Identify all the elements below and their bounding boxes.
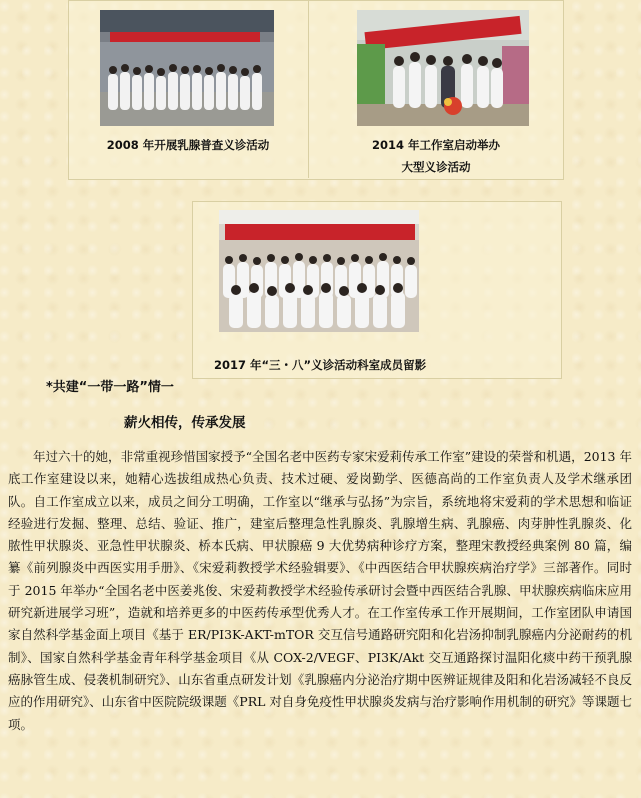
clinic-photo-image	[357, 10, 529, 126]
photo-divider	[308, 0, 309, 178]
team-photo-image	[219, 210, 419, 332]
section-heading: *共建“一带一路”情一	[46, 380, 174, 395]
group-photo-image	[100, 10, 274, 126]
section-subheading: 薪火相传，传承发展	[124, 415, 246, 431]
photo2-caption-line1: 2014 年工作室启动举办	[371, 138, 500, 152]
body-paragraph: 年过六十的她，非常重视珍惜国家授予“全国名老中医药专家宋爱莉传承工作室”建设的荣誉和机遇，2013 年底工作室建设以来，她精心选拔组成热心负责、技术过硬、爱岗勤学、医德高尚的工作室负责人及学术继承团队。自工作室成立以来，成员之间分工明确，工作室以“继承与弘扬”为宗旨，系统地将宋爱莉的学术思想和临证经验进行发掘、整理、总结、验证、推广，建室后整理急性乳腺炎、乳腺增生病、乳腺癌、肉芽肿性乳腺炎、化脓性甲状腺炎、亚急性甲状腺炎、桥本氏病、甲状腺癌 9 大优势病种诊疗方案，整理宋教授经典案例 80 篇，编纂《前列腺炎中西医实用手册》、《宋爱莉教授学术经验辑要》、《中西医结合甲状腺疾病治疗学》三部著作。同时于 2015 年举办“全国名老中医姜兆俊、宋爱莉教授学术经验传承研讨会暨中西医结合乳腺、甲状腺疾病临床应用研究新进展学习班”，造就和培养更多的中医药传承型优秀人才。在工作室传承工作开展期间，工作室团队申请国家自然科学基金面上项目《基于 ER/PI3K-AKT-mTOR 交互信号通路研究阳和化岩汤抑制乳腺癌内分泌耐药的机制》、国家自然科学基金青年科学基金项目《从 COX-2/VEGF、PI3K/Akt 交互通路探讨温阳化痰中药干预乳腺癌脉管生成、侵袭机制研究》、山东省重点研发计划《乳腺癌内分泌治疗期中医辨证规律及阳和化岩汤减轻不良反应的作用研究》、山东省中医院院级课题《PRL 对自身免疫性甲状腺炎发病与治疗影响作用机制的研究》等课题七项。	[8, 449, 632, 732]
photo3-caption: 2017 年“三・八”义诊活动科室成员留影	[213, 358, 427, 372]
photo2-caption-line2: 大型义诊活动	[401, 160, 471, 174]
photo2-caption	[310, 134, 562, 178]
photo1-caption: 2008 年开展乳腺普查义诊活动	[106, 138, 270, 152]
photo-2017-womens-day	[219, 210, 419, 332]
photo-2008-screening	[100, 10, 274, 126]
photo-2014-clinic	[357, 10, 529, 126]
